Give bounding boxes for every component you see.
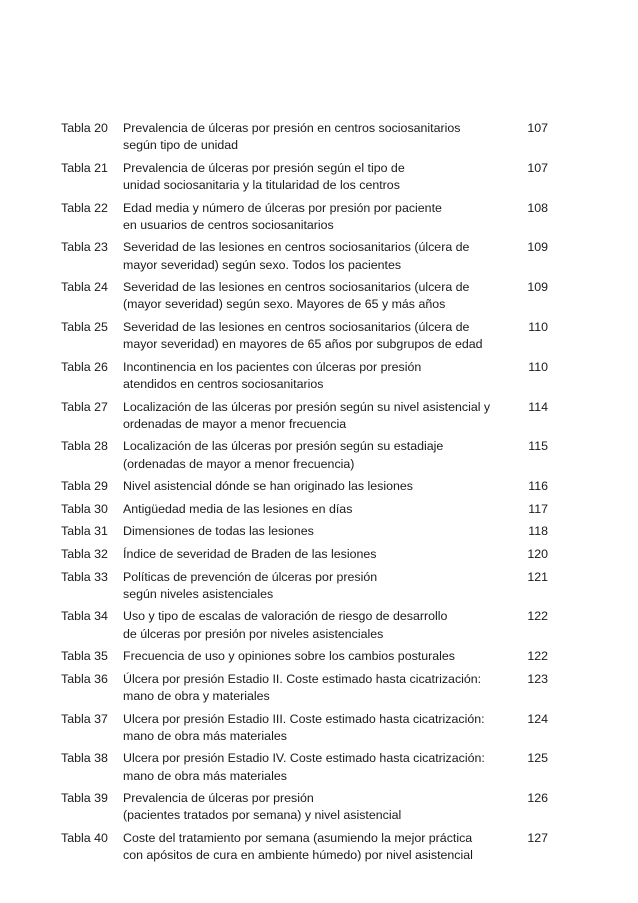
toc-entry-title xyxy=(123,523,514,540)
toc-entry-label: Tabla 35 xyxy=(61,649,108,664)
toc-entry-label: Tabla 38 xyxy=(61,751,108,766)
toc-entry-title xyxy=(123,546,514,563)
toc-entry xyxy=(61,359,548,393)
toc-entry-page-number: 126 xyxy=(527,791,548,806)
toc-entry-page-number: 122 xyxy=(527,649,548,664)
toc-entry-label: Tabla 26 xyxy=(61,359,108,374)
toc-entry-title-line: Severidad de las lesiones en centros sociosanitarios (úlcera de xyxy=(123,319,470,334)
toc-entry xyxy=(61,648,548,665)
toc-entry-label: Tabla 31 xyxy=(61,524,108,539)
toc-entry-title-line: Índice de severidad de Braden de las lesiones xyxy=(123,546,377,561)
toc-entry xyxy=(61,546,548,563)
toc-entry-title-line: en usuarios de centros sociosanitarios xyxy=(123,217,334,232)
toc-entry-label: Tabla 21 xyxy=(61,160,108,175)
toc-entry-title xyxy=(123,750,514,784)
toc-entry-title-line: mayor severidad) según sexo. Todos los pacientes xyxy=(123,257,402,272)
toc-entry xyxy=(61,438,548,472)
toc-entry-title-line: de úlceras por presión por niveles asistenciales xyxy=(123,626,384,641)
toc-entry-title-line: Ulcera por presión Estadio IV. Coste estimado hasta cicatrización: xyxy=(123,751,485,766)
toc-entry-title-line: Localización de las úlceras por presión según su nivel asistencial y xyxy=(123,399,491,414)
toc-entry-title-line: Localización de las úlceras por presión según su estadiaje xyxy=(123,439,444,454)
toc-entry-page-number: 114 xyxy=(528,399,548,414)
toc-entry-title-line: ordenadas de mayor a menor frecuencia xyxy=(123,416,347,431)
toc-entry-title-line: mano de obra más materiales xyxy=(123,768,287,783)
toc-entry-page-number: 108 xyxy=(527,200,548,215)
toc-entry-title xyxy=(123,279,514,313)
toc-entry xyxy=(61,750,548,784)
toc-entry-title-line: Políticas de prevención de úlceras por presión xyxy=(123,569,378,584)
toc-entry-page-number: 107 xyxy=(527,121,548,135)
toc-entry-page-number: 123 xyxy=(527,671,548,686)
toc-entry-label: Tabla 36 xyxy=(61,671,108,686)
toc-entry-title-line: Prevalencia de úlceras por presión según el tipo de xyxy=(123,160,405,175)
toc-entry-title-line: Prevalencia de úlceras por presión xyxy=(123,791,314,806)
toc-entry-title-line: Nivel asistencial dónde se han originado las lesiones xyxy=(123,479,413,494)
toc-entry xyxy=(61,569,548,603)
toc-entry-title-line: (mayor severidad) según sexo. Mayores de 65 y más años xyxy=(123,297,446,312)
toc-entry-title xyxy=(123,711,514,745)
toc-entry-title xyxy=(123,478,514,495)
toc-entry-page-number: 110 xyxy=(528,359,548,374)
toc-entry-label: Tabla 25 xyxy=(61,319,108,334)
toc-entry-title xyxy=(123,569,514,603)
toc-entry-label: Tabla 32 xyxy=(61,546,108,561)
toc-entry-title xyxy=(123,319,514,353)
toc-entry-page-number: 121 xyxy=(527,569,548,584)
toc-entry-label: Tabla 28 xyxy=(61,439,108,454)
toc-entry-page-number: 120 xyxy=(527,546,548,561)
toc-entry-title xyxy=(123,120,514,154)
toc-entry-title-line: (ordenadas de mayor a menor frecuencia) xyxy=(123,456,355,471)
toc-entry-title-line: Uso y tipo de escalas de valoración de riesgo de desarrollo xyxy=(123,609,448,624)
toc-entry-title-line: atendidos en centros sociosanitarios xyxy=(123,376,324,391)
toc-entry-title-line: (pacientes tratados por semana) y nivel asistencial xyxy=(123,808,402,823)
toc-entry-title-line: Frecuencia de uso y opiniones sobre los cambios posturales xyxy=(123,649,455,664)
toc-entry-label: Tabla 33 xyxy=(61,569,108,584)
toc-entry-title-line: mayor severidad) en mayores de 65 años por subgrupos de edad xyxy=(123,337,483,352)
toc-entry-page-number: 125 xyxy=(527,751,548,766)
toc-entry-title xyxy=(123,501,514,518)
toc-entry xyxy=(61,279,548,313)
toc-entry xyxy=(61,239,548,273)
toc-entry-title xyxy=(123,790,514,824)
toc-entry xyxy=(61,830,548,864)
toc-entry xyxy=(61,319,548,353)
toc-entry-label: Tabla 30 xyxy=(61,501,108,516)
toc-entry xyxy=(61,160,548,194)
toc-entry-title-line: con apósitos de cura en ambiente húmedo) por nivel asistencial xyxy=(123,848,473,863)
toc-entry xyxy=(61,478,548,495)
toc-entry-title-line: Úlcera por presión Estadio II. Coste estimado hasta cicatrización: xyxy=(123,671,482,686)
toc-entry-page-number: 118 xyxy=(528,524,548,539)
toc-entry-title-line: mano de obra y materiales xyxy=(123,688,270,703)
toc-entry-page-number: 109 xyxy=(527,240,548,255)
table-of-contents xyxy=(61,120,548,870)
toc-entry-label: Tabla 40 xyxy=(61,830,108,845)
toc-entry-title xyxy=(123,359,514,393)
toc-entry-title xyxy=(123,438,514,472)
toc-entry-title xyxy=(123,830,514,864)
toc-entry-page-number: 115 xyxy=(528,439,548,454)
toc-entry xyxy=(61,671,548,705)
toc-entry-title xyxy=(123,160,514,194)
toc-entry-page-number: 127 xyxy=(527,830,548,845)
toc-entry xyxy=(61,790,548,824)
toc-entry-title-line: según niveles asistenciales xyxy=(123,586,274,601)
toc-entry-page-number: 122 xyxy=(527,609,548,624)
toc-entry-label: Tabla 34 xyxy=(61,609,108,624)
toc-entry-page-number: 107 xyxy=(527,160,548,175)
toc-entry-title-line: Antigüedad media de las lesiones en días xyxy=(123,501,353,516)
toc-entry-label: Tabla 24 xyxy=(61,280,108,295)
toc-entry-title-line: Coste del tratamiento por semana (asumiendo la mejor práctica xyxy=(123,830,473,845)
toc-entry-title-line: Incontinencia en los pacientes con úlceras por presión xyxy=(123,359,422,374)
toc-entry-page-number: 124 xyxy=(527,711,548,726)
toc-entry-label: Tabla 39 xyxy=(61,791,108,806)
toc-entry xyxy=(61,501,548,518)
toc-entry-label: Tabla 29 xyxy=(61,479,108,494)
toc-entry-title-line: Prevalencia de úlceras por presión en centros sociosanitarios xyxy=(123,121,461,135)
toc-entry-title-line: Severidad de las lesiones en centros sociosanitarios (úlcera de xyxy=(123,240,470,255)
toc-entry-title-line: Severidad de las lesiones en centros sociosanitarios (ulcera de xyxy=(123,280,470,295)
toc-entry-label: Tabla 37 xyxy=(61,711,108,726)
toc-entry-title xyxy=(123,648,514,665)
toc-entry-title-line: Edad media y número de úlceras por presión por paciente xyxy=(123,200,442,215)
toc-entry xyxy=(61,711,548,745)
toc-entry-title-line: Ulcera por presión Estadio III. Coste estimado hasta cicatrización: xyxy=(123,711,485,726)
toc-entry xyxy=(61,120,548,154)
toc-entry-title-line: Dimensiones de todas las lesiones xyxy=(123,524,314,539)
toc-entry-title-line: mano de obra más materiales xyxy=(123,728,287,743)
toc-entry-title xyxy=(123,671,514,705)
toc-entry-title-line: según tipo de unidad xyxy=(123,138,239,153)
toc-entry xyxy=(61,523,548,540)
toc-entry-title-line: unidad sociosanitaria y la titularidad de los centros xyxy=(123,178,400,192)
toc-entry-label: Tabla 20 xyxy=(61,121,108,135)
toc-entry-title xyxy=(123,239,514,273)
toc-entry-title xyxy=(123,200,514,234)
toc-entry-title xyxy=(123,399,514,433)
toc-entry xyxy=(61,200,548,234)
toc-entry-page-number: 117 xyxy=(528,501,548,516)
toc-entry xyxy=(61,399,548,433)
toc-entry-label: Tabla 27 xyxy=(61,399,108,414)
toc-entry xyxy=(61,608,548,642)
toc-entry-page-number: 109 xyxy=(527,280,548,295)
toc-entry-title xyxy=(123,608,514,642)
toc-entry-label: Tabla 23 xyxy=(61,240,108,255)
toc-entry-page-number: 116 xyxy=(528,479,548,494)
toc-entry-page-number: 110 xyxy=(528,319,548,334)
toc-entry-label: Tabla 22 xyxy=(61,200,108,215)
